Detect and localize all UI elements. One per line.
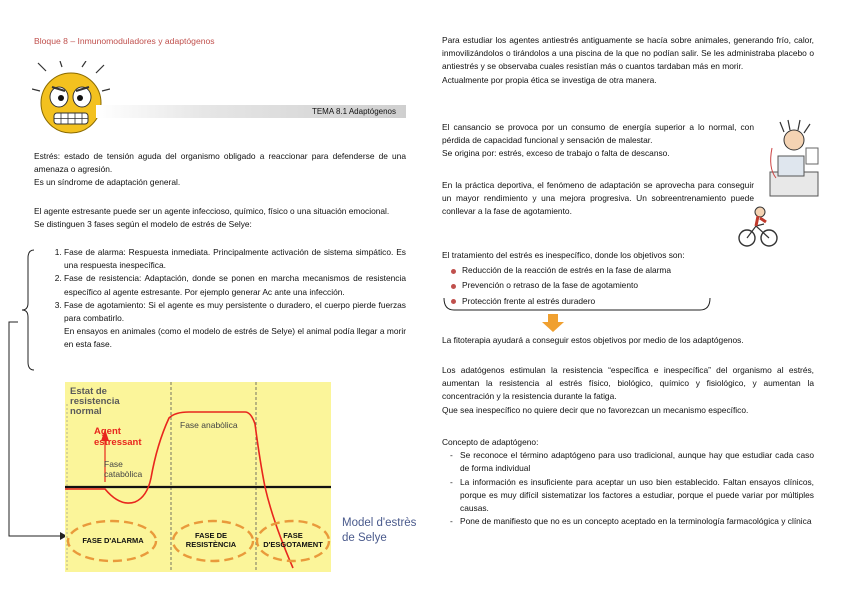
fitotherapy-text: La fitoterapia ayudará a conseguir estos objetivos por medio de los adaptógenos. — [442, 335, 744, 345]
page-header: Bloque 8 – Inmunomoduladores y adaptógenos — [34, 36, 215, 46]
research-paragraph: Para estudiar los agentes antiestrés antiguamente se hacía sobre animales, generando frío, calor, inmovilizándolos o tirándolos a una piscina de la que no podían salir. Se les administraba placebo o antiestrés y se observaba cuales resistían más o cuantos tardaban más en morir. — [442, 35, 814, 72]
research-block — [442, 34, 814, 87]
concept-block — [442, 436, 814, 528]
treatment-item: Protección frente al estrés duradero — [462, 295, 742, 308]
sports-paragraph: En la práctica deportiva, el fenómeno de adaptación se aprovecha para conseguir un mayor rendimiento y una mejora progresiva. Un sobreentrenamiento puede conllevar a la fase de agotamiento. — [442, 180, 754, 217]
cyclist-icon — [738, 204, 778, 248]
phase-item: 3. Fase de agotamiento: Si el agente es muy persistente o duradero, el cuerpo pierde fuerzas para combatirlo. — [64, 299, 406, 325]
unspecific-note: Que sea inespecífico no quiere decir que no favorezcan un mecanismo específico. — [442, 404, 749, 415]
stress-definition: Estrés: estado de tensión aguda del organismo obligado a reaccionar para defenderse de una amenaza o agresión. — [34, 151, 406, 175]
treatment-item: Reducción de la reacción de estrés en la fase de alarma — [462, 264, 742, 277]
concept-title: Concepto de adaptógeno: — [442, 437, 539, 447]
normal-resistance-label: Estat de resistencia normal — [70, 386, 120, 417]
agent-text: El agente estresante puede ser un agente infeccioso, químico, físico o una situación emocional. — [34, 206, 390, 216]
concept-item: - Pone de manifiesto que no es un concepto aceptado en la terminología farmacológica y clínica — [460, 515, 814, 528]
agent-block — [34, 205, 406, 231]
ethics-paragraph: Actualmente por propia ética se investiga de otra manera. — [442, 74, 657, 85]
topic-bar — [96, 105, 406, 118]
phase-item: 1. Fase de alarma: Respuesta inmediata. Principalmente activación de sistema simpático. Es una respuesta inespecífica. — [64, 246, 406, 272]
diagram-caption: Model d'estrès de Selye — [342, 517, 417, 544]
adaptogen-effects-block — [442, 364, 814, 417]
treatment-item: Prevención o retraso de la fase de agotamiento — [462, 279, 742, 292]
alarm-phase-box: FASE D'ALARMA — [82, 536, 144, 545]
resistance-phase-box: FASE DE RESISTÈNCIA — [185, 531, 237, 549]
phase3-extra: En ensayos en animales (como el modelo de estrés de Selye) el animal podía llegar a morir en esta fase. — [64, 326, 406, 350]
topic-label: TEMA 8.1 Adaptógenos — [311, 107, 396, 116]
adaptogen-effects: Los adatógenos estimulan la resistencia “específica e inespecífica” del organismo al estrés, aumentan la resistencia al estrés físico, biológico, químico y fisiológico, y aumentan la concentración y la resistencia durante la fatiga. — [442, 365, 814, 402]
concept-item: - La información es insuficiente para aceptar un uso bien establecido. Faltan ensayos clínicos, porque es muy difícil sistematizar los factores a estudiar, porque el puede variar por múltiples causas. — [460, 476, 814, 516]
phases-intro: Se distinguen 3 fases según el modelo de estrés de Selye: — [34, 219, 252, 230]
exhaustion-phase-box: FASE D'ESGOTAMENT — [263, 531, 323, 549]
concept-item: - Se reconoce el término adaptógeno para uso tradicional, aunque hay que estudiar cada caso de forma individual — [460, 449, 814, 475]
treatment-intro: El tratamiento del estrés es inespecífico, donde los objetivos son: — [442, 250, 685, 260]
phases-list — [34, 246, 406, 325]
fatigue-block — [442, 121, 754, 161]
brace-arrow-icon — [442, 296, 712, 336]
phase-item: 2. Fase de resistencia: Adaptación, donde se ponen en marcha mecanismos de resistencia específico al agente estresante. Por ejemplo generar Ac ante una infección. — [64, 272, 406, 298]
stress-definition-block — [34, 150, 406, 190]
phases-list-block — [34, 246, 406, 352]
sports-block — [442, 179, 754, 219]
concept-list — [442, 449, 814, 528]
connector-arrow-icon — [4, 318, 68, 548]
fatigue-origin: Se origina por: estrés, exceso de trabajo o falta de descanso. — [442, 148, 670, 159]
anabolic-phase-label: Fase anabòlica — [180, 420, 238, 430]
stressed-face-icon — [32, 61, 110, 137]
stress-syndrome: Es un síndrome de adaptación general. — [34, 177, 181, 188]
stressed-worker-icon — [766, 118, 822, 200]
stress-agent-label: Agent estressant — [94, 426, 142, 448]
fatigue-paragraph: El cansancio se provoca por un consumo de energía superior a lo normal, con pérdida de capacidad funcional y sensación de malestar. — [442, 122, 754, 146]
catabolic-phase-label: Fase catabòlica — [104, 459, 143, 479]
